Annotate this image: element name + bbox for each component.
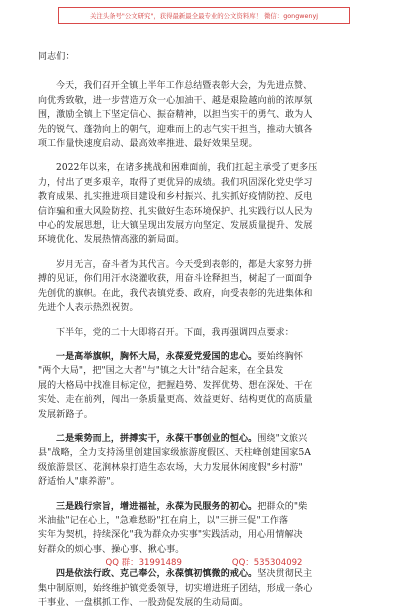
requirement-4-text: 坚决贯彻民主 集中制原则，始终维护镇党委领导，切实增进班子团结，形成一条心 干事业、一盘棋抓工作、一股劲促发展的生动局面。	[38, 569, 313, 608]
requirement-2-heading: 二是乘势而上，拼搏实干，永葆干事创业的恒心。	[56, 433, 258, 444]
requirement-4	[38, 567, 370, 610]
requirement-2	[38, 432, 370, 490]
document-body	[38, 50, 370, 610]
footer-qq: QQ：535304092	[231, 558, 303, 568]
paragraph-commendation: 岁月无言，奋斗者为其代言。今天受到表彰的，都是大家努力拼 搏的见证，你们用汗水浇灌收获，用奋斗诠释担当，树起了一面面争 先创优的旗帜。在此，我代表镇党委、政府，向受表彰的先进集体和 先进个人表示热烈祝贺。	[38, 259, 313, 314]
footer-contacts	[0, 556, 408, 568]
requirement-2-text: 围绕"文旅兴 县"战略，全力支持汤里创建国家级旅游度假区、天柱峰创建国家5A 级旅游景区、花涧林泉打造生态农场，大力发展休闲度假"乡村游" 舒适怡人"康养游"。	[38, 433, 312, 488]
requirement-1-text: 要始终胸怀 "两个大局"，把"国之大者"与"镇之大计"结合起来，在全县发 展的大格局中找准目标定位，把握趋势、发挥优势、想在深处、干在 实处、走在前列，闯出一条质量更高、效益更好、结构更优的高质量 发展新路子。	[38, 351, 313, 420]
salutation: 同志们：	[38, 52, 75, 62]
requirement-1	[38, 350, 370, 422]
requirement-4-heading: 四是依法行政、克己奉公，永葆慎初慎微的戒心。	[56, 569, 258, 580]
requirement-1-heading: 一是高举旗帜，胸怀大局，永葆爱党爱国的忠心。	[56, 351, 258, 362]
paragraph-achievements: 2022年以来，在诸多挑战和困难面前，我们扛起主承受了更多压 力，付出了更多艰辛，取得了更优异的成绩。我们巩固深化党史学习 教育成果、扎实推进项目建设和乡村振兴、扎实抓好疫情防控、反电 信诈骗和重大风险防控、扎实做好生态环境保护、扎实践行以人民为 中心的发展思想，让大镇呈现出发展方向坚定、发展质量提升、发展 环境优化、发展热情高涨的新局面。	[38, 163, 318, 246]
requirement-3-heading: 三是践行宗旨，增进福祉，永葆为民服务的初心。	[56, 501, 258, 512]
paragraph-opening: 今天，我们召开全镇上半年工作总结暨表彰大会，为先进点赞、 向优秀致敬，进一步营造万众一心加油干、越是艰险越向前的浓厚氛 围，激励全镇上下坚定信心、振奋精神，以担当实干的勇气、敢为人 先的锐气、蓬勃向上的朝气，迎难而上的志气实干担当，推动大镇各 项工作量快速度启动、最高效率推进、最好效果呈现。	[38, 81, 313, 150]
paragraph-requirements-intro: 下半年，党的二十大即将召开。下面，我再强调四点要求：	[56, 327, 294, 338]
requirement-3-text: 把群众的"柴 米油盐"记在心上，"急难愁盼"扛在肩上，以"三拼三促"工作落 实年为契机，持续深化"我为群众办实事"实践活动，用心用情解决 好群众的烦心事、操心事、揪心事。	[38, 501, 308, 555]
footer-qq-group: QQ 群：31991489	[105, 558, 182, 568]
header-banner: 关注头条号"公文研究"，获得最新最全最专业的公文资料库！ 微信：gongwenyj	[58, 7, 350, 24]
requirement-3	[38, 500, 370, 558]
